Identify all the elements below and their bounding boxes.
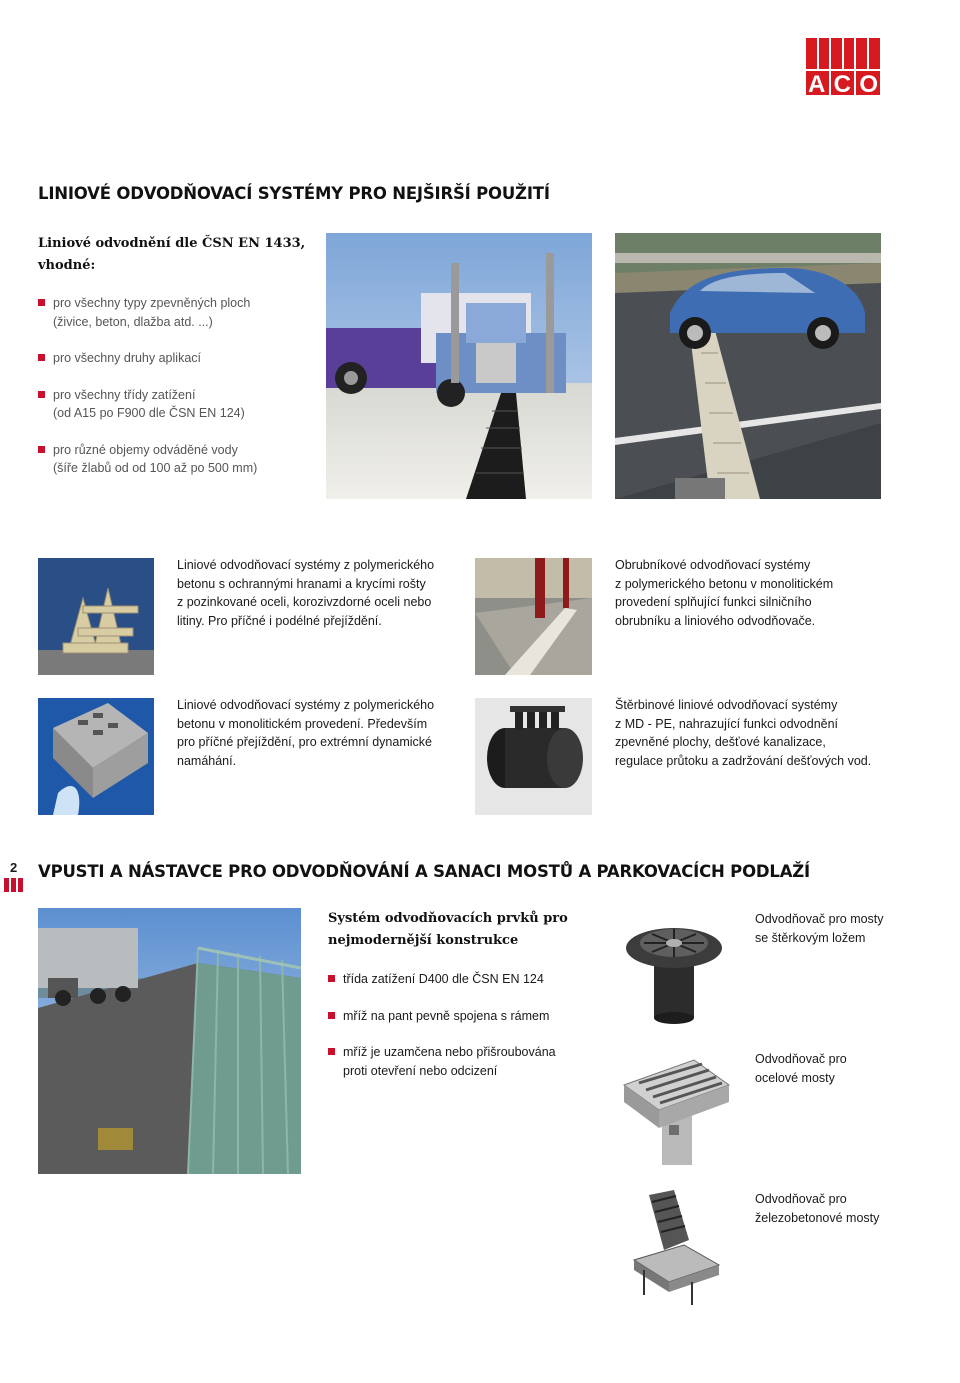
aco-logo bbox=[806, 38, 880, 95]
section2-subtitle-line1: Systém odvodňovacích prvků pro bbox=[328, 911, 568, 926]
bridge-product-desc-1: Odvodňovač pro mosty se štěrkovým ložem bbox=[755, 912, 884, 945]
channel-stack-photo bbox=[38, 558, 154, 675]
list-item: třída zatížení D400 dle ČSN EN 124 bbox=[328, 970, 588, 989]
bridge-product-desc-3: Odvodňovač pro železobetonové mosty bbox=[755, 1192, 880, 1225]
list-item: pro všechny druhy aplikací bbox=[38, 349, 308, 368]
section2-bullet-list bbox=[328, 970, 588, 1080]
section1-subtitle bbox=[38, 233, 305, 277]
section-marker-icon bbox=[4, 878, 23, 892]
concrete-bridge-drain-photo bbox=[614, 1190, 734, 1310]
slot-drain-photo bbox=[475, 698, 592, 815]
list-item: mříž na pant pevně spojena s rámem bbox=[328, 1007, 588, 1026]
monolithic-channel-photo bbox=[38, 698, 154, 815]
list-item: pro všechny třídy zatížení (od A15 po F900 dle ČSN EN 124) bbox=[38, 386, 308, 423]
section-number: 2 bbox=[10, 860, 18, 875]
list-item: pro všechny typy zpevněných ploch (živice, beton, dlažba atd. ...) bbox=[38, 294, 308, 331]
product-desc-4: Štěrbinové liniové odvodňovací systémy z MD - PE, nahrazující funkci odvodnění zpevněné plochy, dešťové kanalizace, regulace průtoku a zadržování dešťových vod. bbox=[615, 698, 872, 768]
list-item: mříž je uzamčena nebo přišroubována proti otevření nebo odcizení bbox=[328, 1043, 588, 1080]
steel-bridge-drain-photo bbox=[614, 1050, 734, 1170]
bridge-photo bbox=[38, 908, 301, 1174]
list-item: pro různé objemy odváděné vody (šíře žlabů od od 100 až po 500 mm) bbox=[38, 441, 308, 478]
logo-text: ACO bbox=[808, 71, 878, 95]
gravel-bed-drain-photo bbox=[614, 908, 734, 1028]
curb-drain-photo bbox=[475, 558, 592, 675]
section1-subtitle-line1: Liniové odvodnění dle ČSN EN 1433, bbox=[38, 236, 306, 251]
product-desc-2: Obrubníkové odvodňovací systémy z polymerického betonu v monolitickém provedení splňující funkci silničního obrubníku a liniového odvodňovače. bbox=[615, 558, 834, 628]
section1-subtitle-line2: vhodné: bbox=[38, 258, 96, 273]
section2-subtitle-line2: nejmodernější konstrukce bbox=[328, 933, 519, 948]
bridge-product-desc-2: Odvodňovač pro ocelové mosty bbox=[755, 1052, 847, 1085]
product-desc-3: Liniové odvodňovací systémy z polymerického betonu v monolitickém provedení. Především pro příčné přejíždění, pro extrémní dynamické namáhání. bbox=[177, 698, 435, 768]
product-desc-1: Liniové odvodňovací systémy z polymerického betonu s ochrannými hranami a krycími rošty z pozinkované oceli, korozivzdorné oceli nebo litiny. Pro příčné i podélné přejíždění. bbox=[177, 558, 435, 628]
car-photo bbox=[615, 233, 881, 499]
section2-title: VPUSTI A NÁSTAVCE PRO ODVODŇOVÁNÍ A SANACI MOSTŮ A PARKOVACÍCH PODLAŽÍ bbox=[38, 862, 810, 881]
section1-title: LINIOVÉ ODVODŇOVACÍ SYSTÉMY PRO NEJŠIRŠÍ POUŽITÍ bbox=[38, 184, 550, 203]
section1-bullet-list bbox=[38, 294, 308, 478]
trucks-photo bbox=[326, 233, 592, 499]
section2-subtitle bbox=[328, 908, 568, 952]
